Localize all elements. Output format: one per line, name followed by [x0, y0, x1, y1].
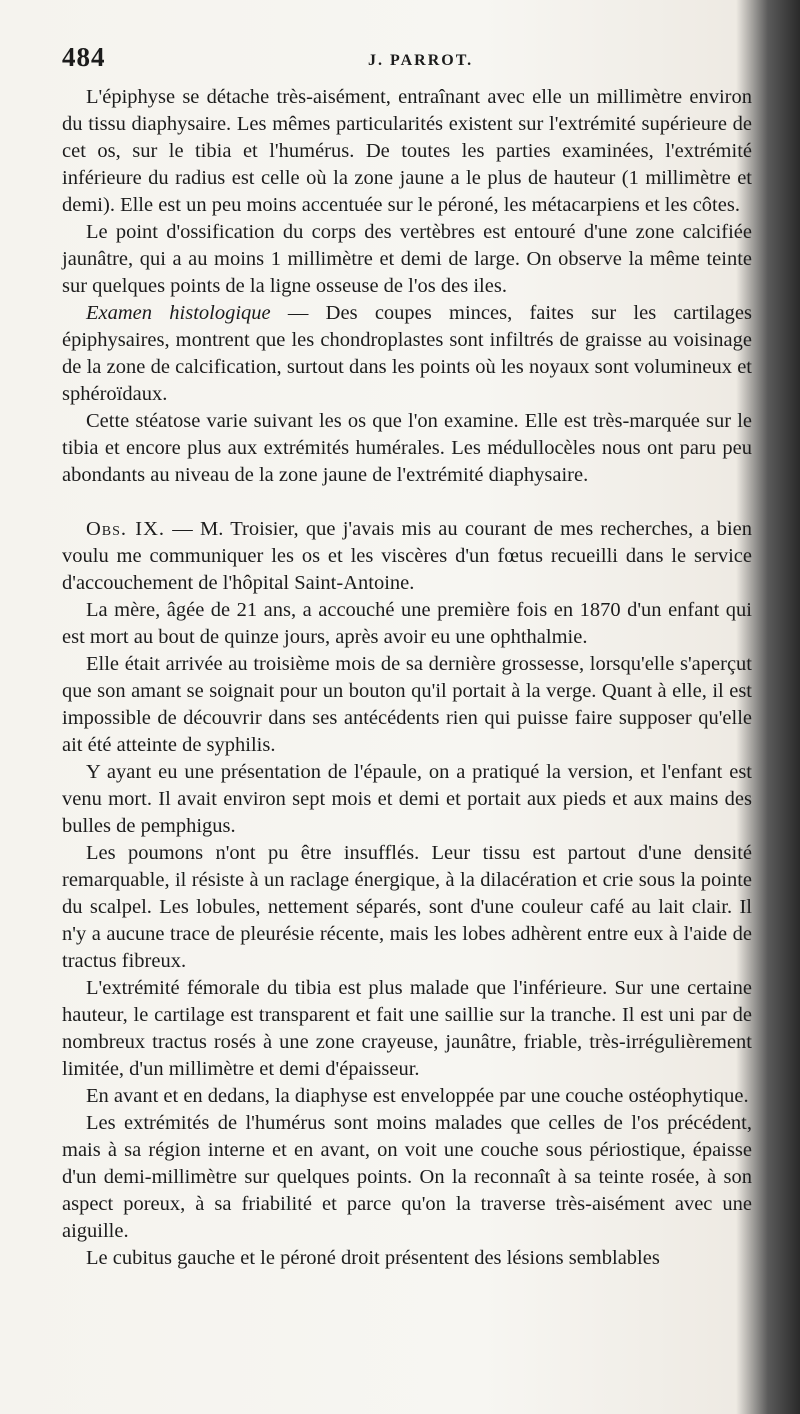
- paragraph: Le cubitus gauche et le péroné droit présentent des lésions semblables: [86, 1247, 660, 1269]
- paragraph: [62, 300, 752, 408]
- paragraph-text: — M. Troisier, que j'avais mis au courant de mes recherches, a bien voulu me communiquer les os et les viscères d'un fœtus recueilli dans le service d'accouchement de l'hôpital Saint-Antoine.: [62, 518, 752, 594]
- page-number: 484: [62, 42, 106, 72]
- body-text: [62, 84, 752, 1272]
- paragraph: Y ayant eu une présentation de l'épaule, on a pratiqué la version, et l'enfant est venu mort. Il avait environ sept mois et demi et portait aux pieds et aux mains des bulles de pemphigus.: [62, 761, 752, 837]
- paragraph: L'extrémité fémorale du tibia est plus malade que l'inférieure. Sur une certaine hauteur, le cartilage est transparent et fait une saillie sur la tranche. Il est uni par de nombreux tractus rosés à une zone crayeuse, jaunâtre, friable, très-irrégulièrement limitée, d'un millimètre et demi d'épaisseur.: [62, 977, 752, 1080]
- paragraph: L'épiphyse se détache très-aisément, entraînant avec elle un millimètre environ du tissu diaphysaire. Les mêmes particularités existent sur l'extrémité supérieure de cet os, sur le tibia et l'humérus. De toutes les parties examinées, l'extrémité inférieure du radius est celle où la zone jaune a le plus de hauteur (1 millimètre et demi). Elle est un peu moins accentuée sur le péroné, les métacarpiens et les côtes.: [62, 86, 752, 216]
- paragraph-text: — Des coupes minces, faites sur les cartilages épiphysaires, montrent que les chondroplastes sont infiltrés de graisse au voisinage de la zone de calcification, surtout dans les points où les noyaux sont volumineux et sphéroïdaux.: [62, 302, 752, 405]
- paragraph: La mère, âgée de 21 ans, a accouché une première fois en 1870 d'un enfant qui est mort au bout de quinze jours, après avoir eu une ophthalmie.: [62, 599, 752, 648]
- running-head: J. PARROT.: [368, 52, 474, 69]
- paragraph: Les extrémités de l'humérus sont moins malades que celles de l'os précédent, mais à sa région interne et en avant, on voit une couche sous périostique, épaisse d'un demi-millimètre sur quelques points. On la reconnaît à sa teinte rosée, à son aspect poreux, à sa friabilité et parce qu'on la traverse très-aisément avec une aiguille.: [62, 1112, 752, 1242]
- paragraph: Cette stéatose varie suivant les os que l'on examine. Elle est très-marquée sur le tibia et encore plus aux extrémités humérales. Les médullocèles nous ont paru peu abondants au niveau de la zone jaune de l'extrémité diaphysaire.: [62, 410, 752, 486]
- paragraph: En avant et en dedans, la diaphyse est enveloppée par une couche ostéophytique.: [86, 1085, 749, 1107]
- paragraph: Le point d'ossification du corps des vertèbres est entouré d'une zone calcifiée jaunâtre, qui a au moins 1 millimètre et demi de large. On observe la même teinte sur quelques points de la ligne osseuse de l'os des iles.: [62, 221, 752, 297]
- page-header: [62, 40, 752, 80]
- paragraph: Les poumons n'ont pu être insufflés. Leur tissu est partout d'une densité remarquable, il résiste à un raclage énergique, à la dilacération et crie sous la pointe du scalpel. Les lobules, nettement séparés, sont d'une couleur café au lait clair. Il n'y a aucune trace de pleurésie récente, mais les lobes adhèrent entre eux à l'aide de tractus fibreux.: [62, 842, 752, 972]
- paragraph: [62, 516, 752, 597]
- paragraph-lead: Examen histologique: [86, 302, 271, 324]
- paragraph: Elle était arrivée au troisième mois de sa dernière grossesse, lorsqu'elle s'aperçut que son amant se soignait pour un bouton qu'il portait à la verge. Quant à elle, il est impossible de découvrir dans ses antécédents rien qui puisse faire supposer qu'elle ait été atteinte de syphilis.: [62, 653, 752, 756]
- paragraph-lead: Obs. IX.: [86, 518, 166, 540]
